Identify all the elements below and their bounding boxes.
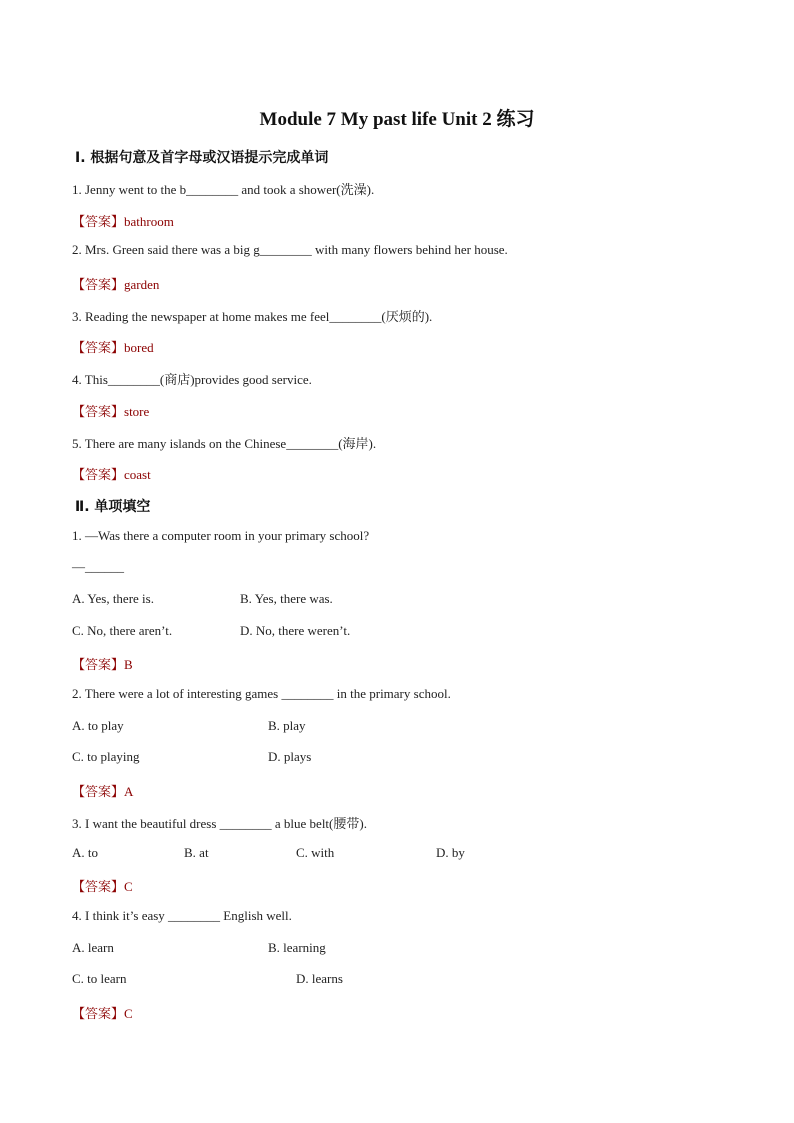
answer-value: garden — [124, 277, 160, 292]
s2-q1-option-b: B. Yes, there was. — [240, 591, 333, 606]
s2-q2-option-c: C. to playing — [72, 749, 140, 764]
s2-q3-option-c: C. with — [296, 845, 335, 860]
answer-label: 【答案】 — [72, 341, 125, 356]
s2-question-1: 1. —Was there a computer room in your primary school? — [72, 528, 370, 543]
section-2-heading: Ⅱ. 单项填空 — [75, 499, 151, 515]
s2-question-1-reply: —______ — [72, 559, 124, 574]
s1-answer-2 — [72, 274, 159, 293]
s2-question-2: 2. There were a lot of interesting games ________ in the primary school. — [72, 686, 451, 701]
s1-answer-4 — [72, 401, 149, 420]
s1-question-4: 4. This________(商店)provides good service. — [72, 372, 312, 387]
s2-q4-option-d: D. learns — [296, 971, 343, 986]
s2-answer-4 — [72, 1003, 133, 1022]
s2-q3-option-b: B. at — [184, 845, 209, 860]
answer-value: bathroom — [124, 214, 174, 229]
answer-value: C — [124, 1006, 133, 1021]
answer-label: 【答案】 — [72, 785, 125, 800]
answer-label: 【答案】 — [72, 405, 125, 420]
s2-q3-option-d: D. by — [436, 845, 465, 860]
s1-question-2: 2. Mrs. Green said there was a big g________ with many flowers behind her house. — [72, 242, 508, 257]
s2-answer-3 — [72, 876, 133, 895]
answer-label: 【答案】 — [72, 880, 125, 895]
s2-q1-option-a: A. Yes, there is. — [72, 591, 154, 606]
s1-answer-1 — [72, 211, 174, 230]
s1-answer-3 — [72, 337, 154, 356]
s1-question-3: 3. Reading the newspaper at home makes me feel________(厌烦的). — [72, 309, 433, 324]
s2-q4-option-a: A. learn — [72, 940, 114, 955]
s1-question-5: 5. There are many islands on the Chinese________(海岸). — [72, 436, 377, 451]
s2-q4-option-c: C. to learn — [72, 971, 127, 986]
answer-value: store — [124, 404, 150, 419]
s2-q1-option-c: C. No, there aren’t. — [72, 623, 173, 638]
answer-value: B — [124, 657, 133, 672]
answer-label: 【答案】 — [72, 468, 125, 483]
answer-value: A — [124, 784, 134, 799]
page-title: Module 7 My past life Unit 2 练习 — [259, 109, 535, 130]
s2-q2-option-a: A. to play — [72, 718, 124, 733]
s2-q4-option-b: B. learning — [268, 940, 326, 955]
s2-q2-option-d: D. plays — [268, 749, 312, 764]
s1-answer-5 — [72, 464, 151, 483]
answer-value: C — [124, 879, 133, 894]
s2-q3-option-a: A. to — [72, 845, 98, 860]
s2-answer-1 — [72, 654, 133, 673]
answer-label: 【答案】 — [72, 278, 125, 293]
section-1-heading: Ⅰ. 根据句意及首字母或汉语提示完成单词 — [75, 150, 329, 166]
answer-value: coast — [124, 467, 151, 482]
s2-answer-2 — [72, 781, 133, 800]
s2-question-3: 3. I want the beautiful dress ________ a blue belt(腰带). — [72, 816, 367, 831]
s2-q1-option-d: D. No, there weren’t. — [240, 623, 351, 638]
s1-question-1: 1. Jenny went to the b________ and took a shower(洗澡). — [72, 182, 375, 197]
s2-question-4: 4. I think it’s easy ________ English well. — [72, 908, 292, 923]
answer-label: 【答案】 — [72, 215, 125, 230]
answer-value: bored — [124, 340, 154, 355]
s2-q2-option-b: B. play — [268, 718, 306, 733]
answer-label: 【答案】 — [72, 658, 125, 673]
answer-label: 【答案】 — [72, 1007, 125, 1022]
